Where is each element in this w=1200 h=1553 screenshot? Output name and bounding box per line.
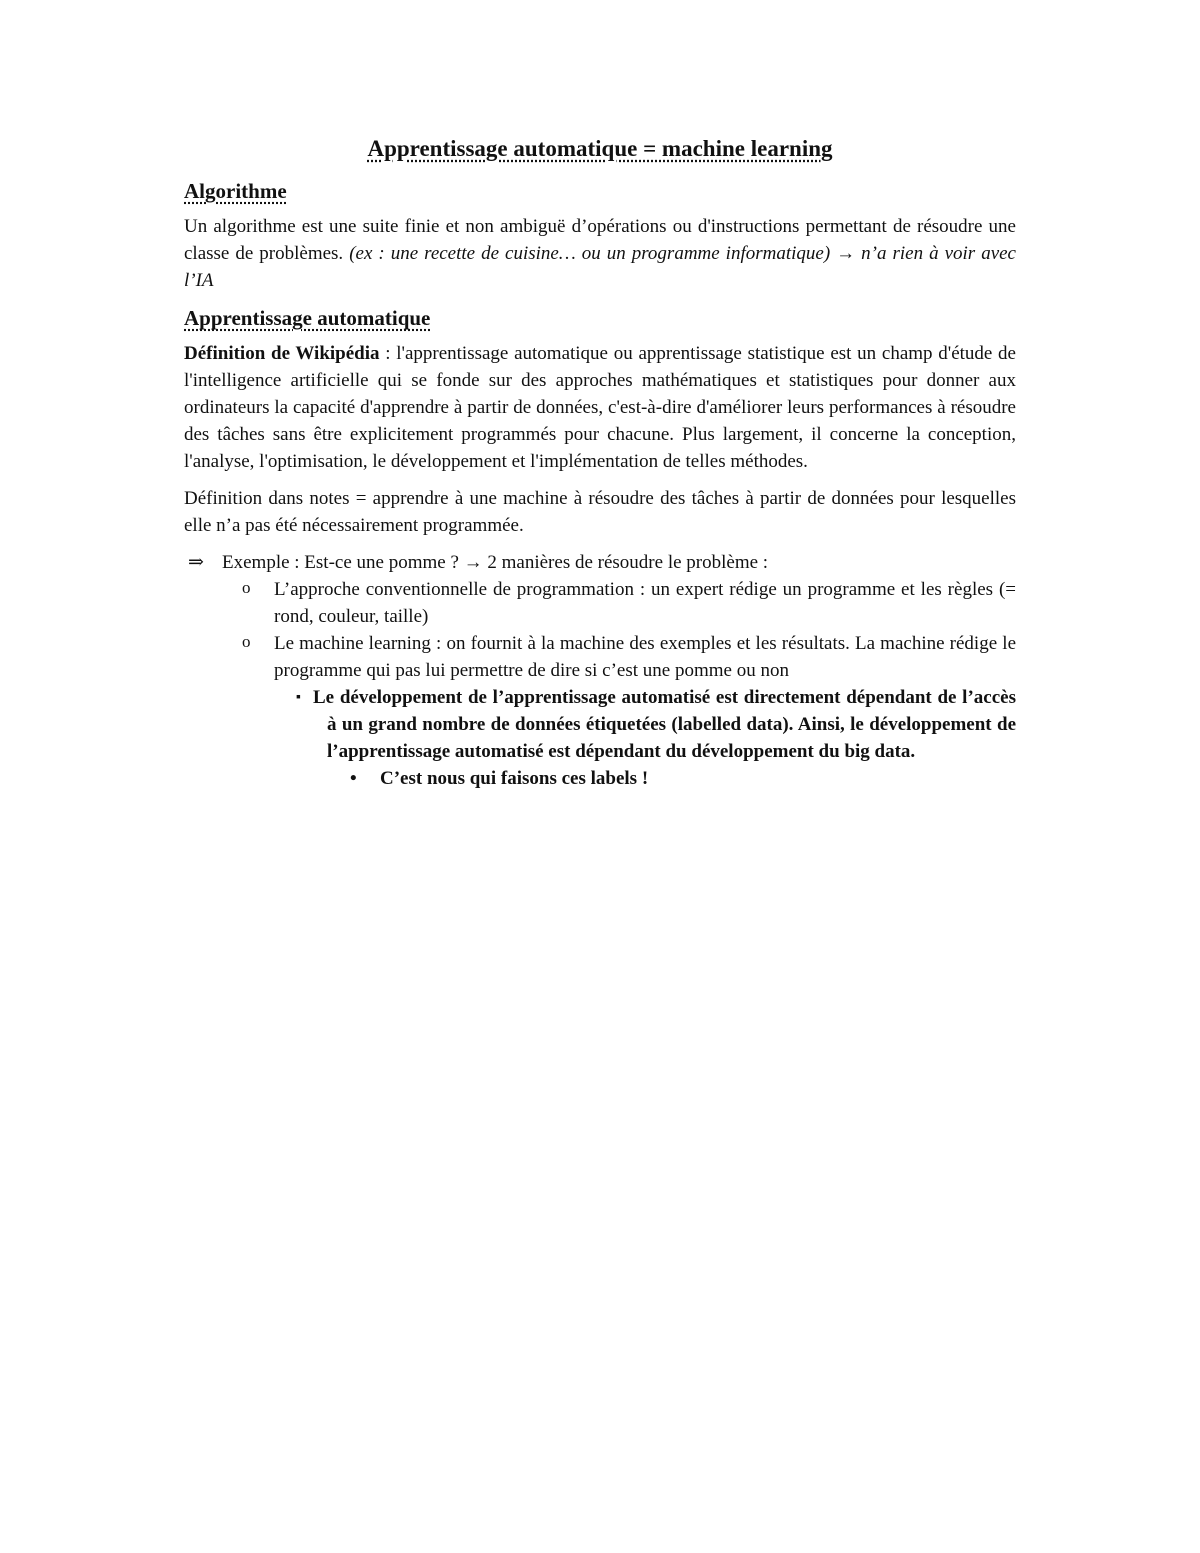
list-item-machine-learning-approach — [184, 630, 1016, 684]
machine-learning-approach-text: Le machine learning : on fournit à la machine des exemples et les résultats. La machine rédige le programme qui pas lui permettre de dire si c’est une pomme ou non — [274, 633, 1016, 681]
conventional-approach-text: L’approche conventionnelle de programmation : un expert rédige un programme et les règles (= rond, couleur, taille) — [274, 579, 1016, 627]
algorithme-example-text: (ex : une recette de cuisine… ou un programme informatique) → n’a rien à voir avec l’IA — [184, 243, 1016, 291]
list-item-example — [184, 549, 1016, 576]
heading-apprentissage-automatique: Apprentissage automatique — [184, 306, 431, 330]
paragraph-notes-definition: Définition dans notes = apprendre à une machine à résoudre des tâches à partir de données pour lesquelles elle n’a pas été nécessairement programmée. — [184, 488, 1016, 536]
paragraph-wikipedia-definition — [184, 340, 1016, 475]
list-item-labels — [184, 765, 1016, 792]
wikipedia-definition-label: Définition de Wikipédia — [184, 343, 380, 364]
labels-text: C’est nous qui faisons ces labels ! — [380, 768, 649, 789]
example-text: Exemple : Est-ce une pomme ? → 2 manières de résoudre le problème : — [222, 552, 769, 573]
circle-bullet-icon: o — [242, 578, 251, 597]
square-bullet-icon: ▪ — [296, 690, 301, 705]
algorithme-definition-text: Un algorithme est une suite finie et non ambiguë d’opérations ou d'instructions permettant de résoudre une classe de problèmes. — [184, 216, 1016, 264]
wikipedia-definition-text: : l'apprentissage automatique ou apprentissage statistique est un champ d'étude de l'intelligence artificielle qui se fonde sur des approches mathématiques et statistiques pour donner aux ordinateurs la capacité d'apprendre à partir de données, c'est-à-dire d'améliorer leurs performances à résoudre des tâches sans être explicitement programmés pour chacune. Plus largement, il concerne la conception, l'analyse, l'optimisation, le développement et l'implémentation de telles méthodes. — [184, 343, 1016, 472]
list-item-labelled-data — [184, 684, 1016, 765]
document-page — [184, 130, 1016, 792]
document-title: Apprentissage automatique = machine learning — [367, 136, 833, 161]
dot-bullet-icon: • — [350, 768, 357, 789]
double-arrow-icon: ⇒ — [188, 552, 204, 573]
paragraph-algorithme — [184, 213, 1016, 294]
labelled-data-text: Le développement de l’apprentissage automatisé est directement dépendant de l’accès à un grand nombre de données étiquetées (labelled data). Ainsi, le développement de l’apprentissage automatisé est dépendant du développement du big data. — [313, 687, 1016, 762]
list-item-conventional-approach — [184, 576, 1016, 630]
heading-algorithme: Algorithme — [184, 179, 287, 203]
circle-bullet-icon: o — [242, 632, 251, 651]
